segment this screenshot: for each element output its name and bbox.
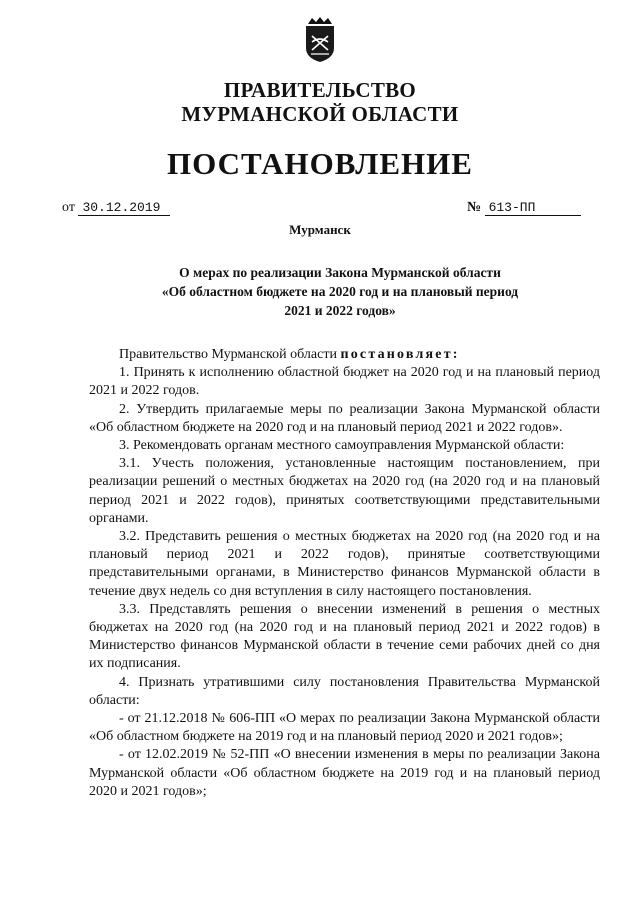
title-line: 2021 и 2022 годов» [284,303,396,318]
document-title [140,263,540,320]
body-paragraph: 3. Рекомендовать органам местного самоуправления Мурманской области: [119,438,565,454]
body-paragraph: - от 21.12.2018 № 606-ПП «О мерах по реализации Закона Мурманской области «Об областном бюджете на 2019 год и на плановый период 2020 и 2021 годов»; [89,711,600,745]
date-prefix: от [62,200,75,215]
city: Мурманск [289,222,351,237]
decree-word: постановляет: [340,347,460,362]
body-paragraph: 1. Принять к исполнению областной бюджет на 2020 год и на плановый период 2021 и 2022 годов. [89,365,600,399]
number-prefix: № [467,200,482,215]
title-line: «Об областном бюджете на 2020 год и на плановый период [161,284,519,299]
coat-of-arms-icon [300,14,340,64]
document-body [89,346,600,801]
body-paragraph: 3.2. Представить решения о местных бюджетах на 2020 год (на 2020 год и на плановый период 2021 и 2022 годов), принятые соответствующими представительными органами, в Министерство финансов Мурманской области в течение двух недель со дня вступления в силу настоящего постановления. [89,529,600,599]
body-paragraph: - от 12.02.2019 № 52-ПП «О внесении изменения в меры по реализации Закона Мурманской области «Об областном бюджете на 2019 год и на плановый период 2020 и 2021 годов»; [89,747,600,799]
document-number: 613-ПП [485,200,581,216]
number-field [467,200,581,216]
body-paragraph: 2. Утвердить прилагаемые меры по реализации Закона Мурманской области «Об областном бюджете на 2020 год и на плановый период 2021 и 2022 годов». [89,401,600,435]
document-date: 30.12.2019 [78,200,170,216]
intro-text: Правительство Мурманской области [119,347,341,362]
body-paragraph: 3.3. Представлять решения о внесении изменений в решения о местных бюджетах на 2020 год (на 2020 год и на плановый период 2021 и 2022 годов) в Министерство финансов Мурманской области в течение семи рабочих дней со дня их подписания. [89,601,600,672]
document-type: ПОСТАНОВЛЕНИЕ [167,146,473,181]
body-paragraph: 4. Признать утратившими силу постановления Правительства Мурманской области: [89,674,600,708]
title-line: О мерах по реализации Закона Мурманской области [179,265,501,280]
intro-paragraph [89,346,600,364]
org-name-line1: ПРАВИТЕЛЬСТВО [223,78,417,102]
org-name-line2: МУРМАНСКОЙ ОБЛАСТИ [181,102,459,126]
body-paragraph: 3.1. Учесть положения, установленные настоящим постановлением, при реализации решений о местных бюджетах на 2020 год (на 2020 год и на плановый период 2021 и 2022 годов), принятых соответствующими представительными органами. [89,456,600,526]
date-field [62,200,170,216]
